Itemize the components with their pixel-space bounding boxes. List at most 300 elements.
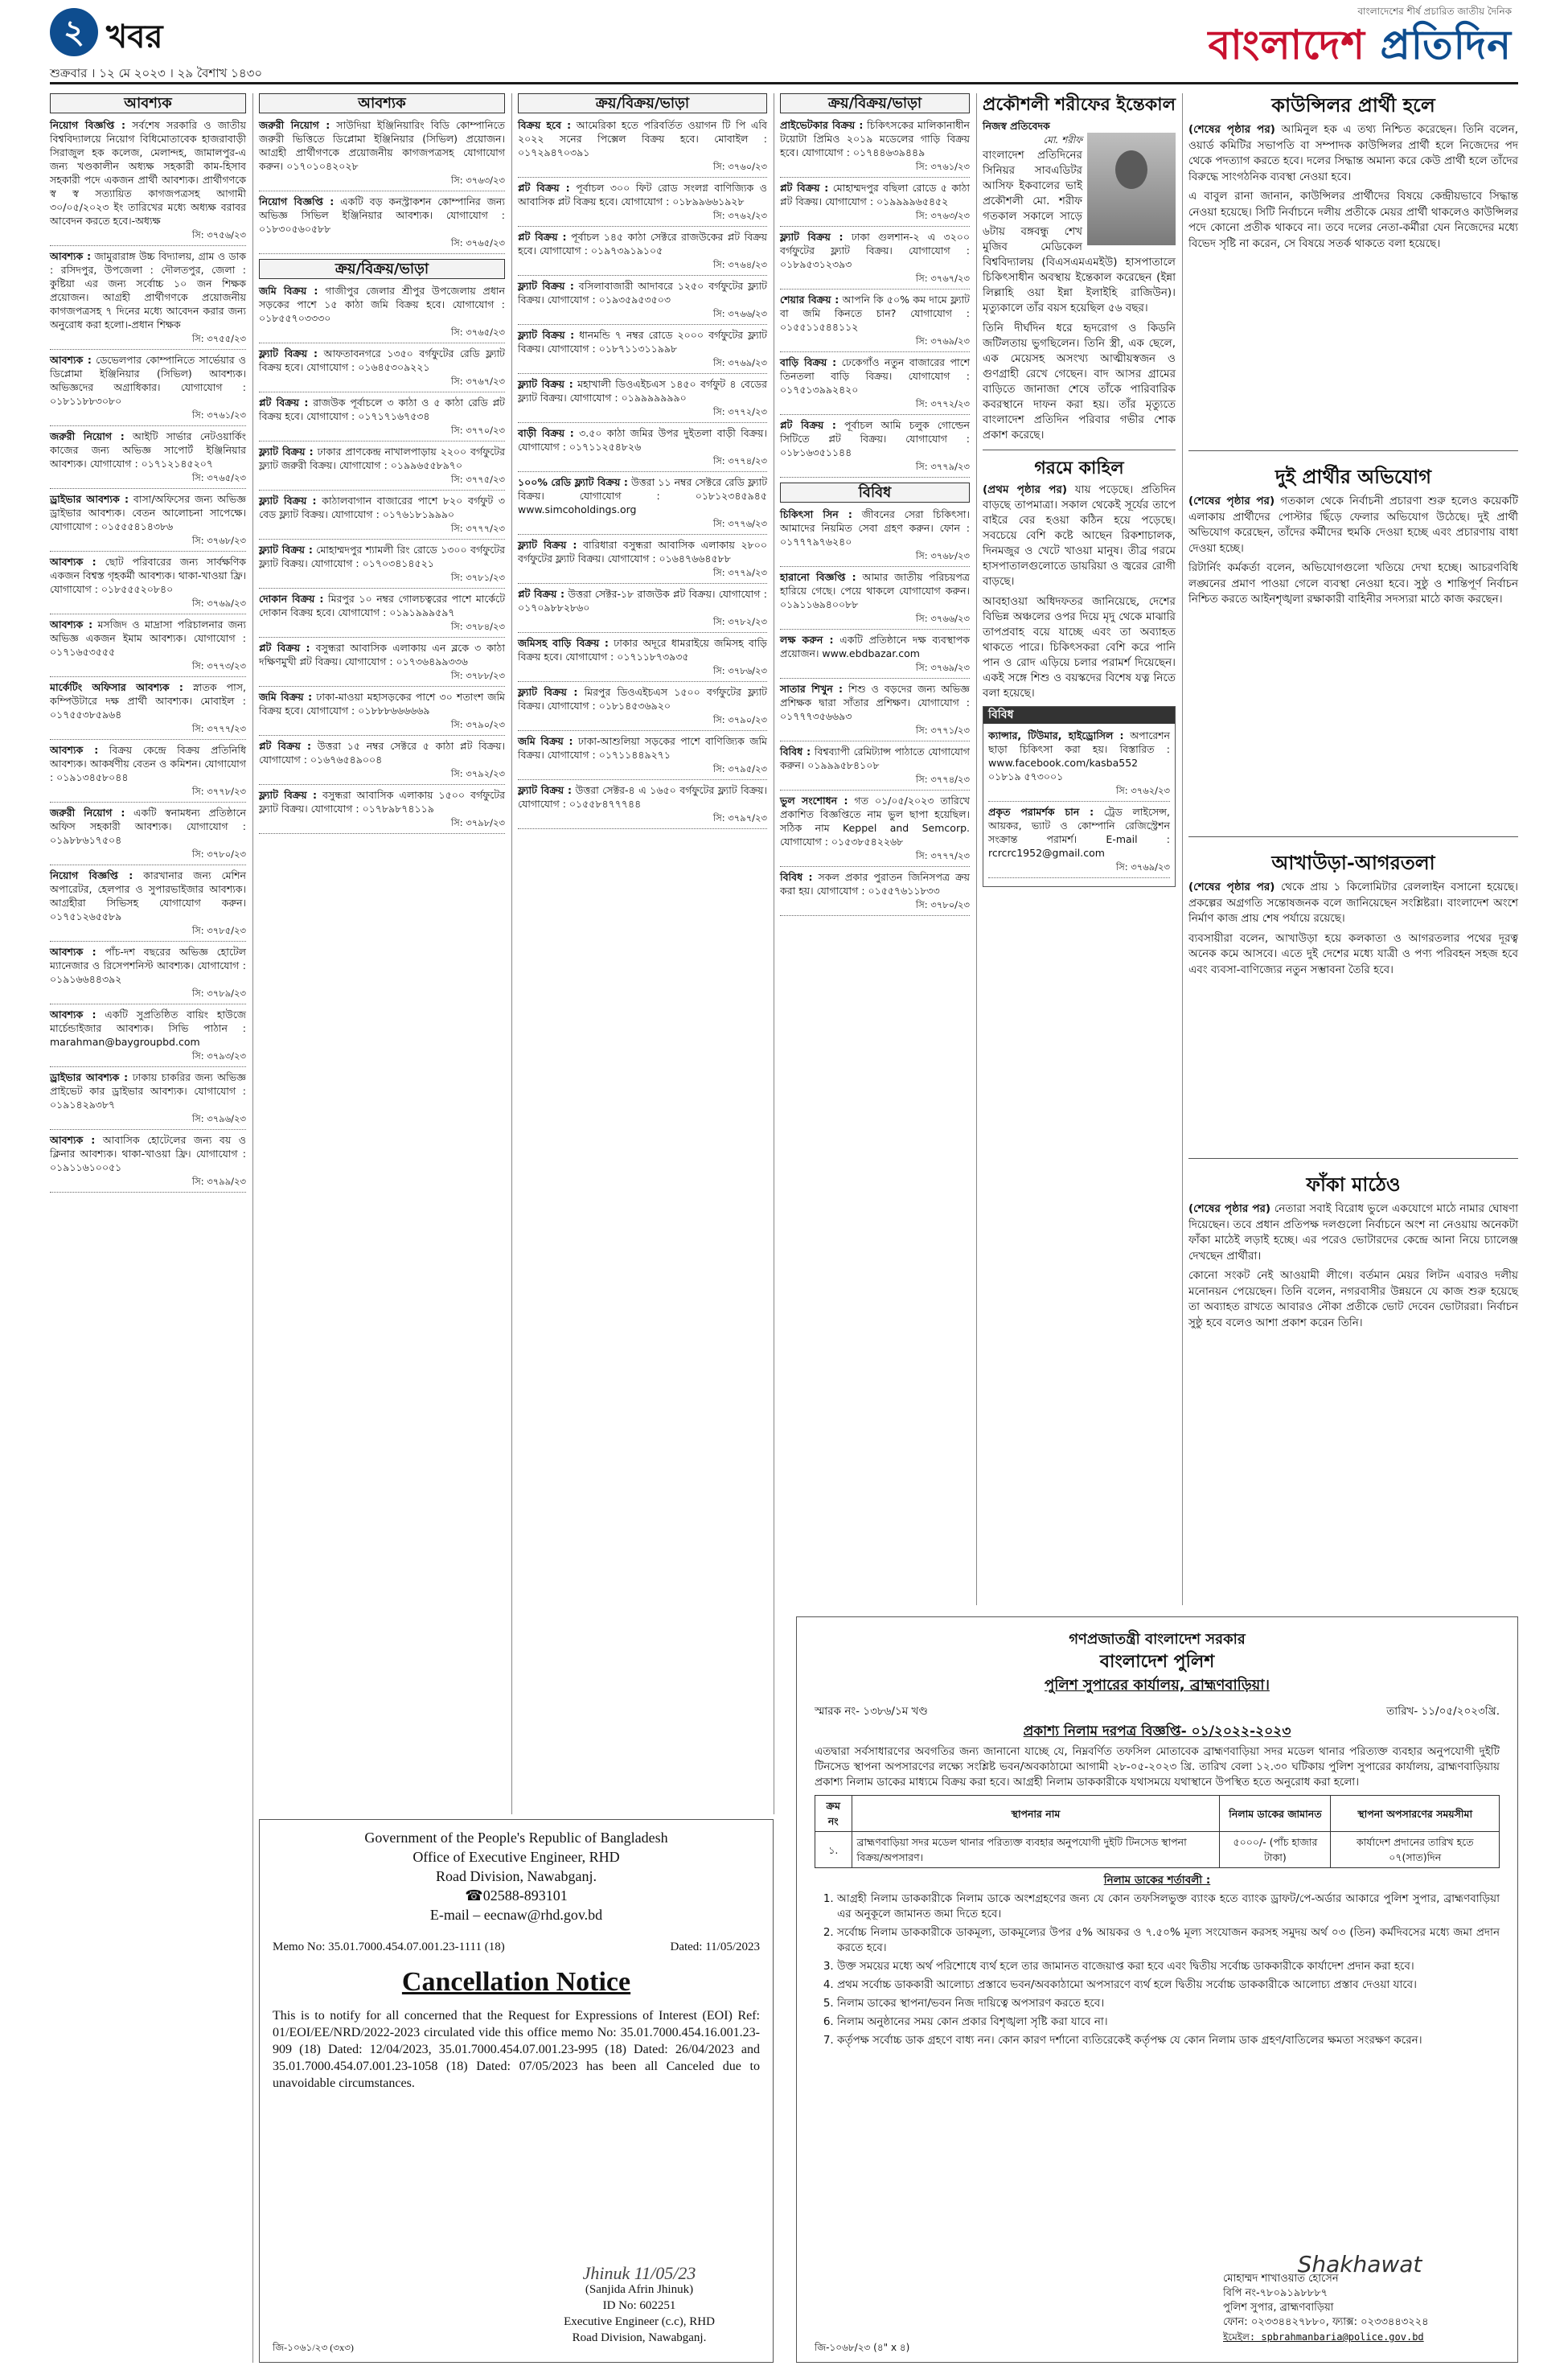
- ad-keyword: জমি বিক্রয় :: [259, 285, 318, 297]
- classified-ad: [780, 745, 970, 787]
- ad-separator: [50, 941, 246, 942]
- story-headline: ফাঁকা মাঠেও: [1306, 1173, 1401, 1196]
- ad-separator: [780, 414, 970, 415]
- continuation-lead: (শেষের পৃষ্ঠার পর): [1188, 123, 1275, 136]
- classified-ad: [50, 806, 246, 861]
- ad-text: বসুন্ধরা আবাসিক এলাকায় এন ব্লকে ৩ কাঠা দক্ষিণমুখী প্লট বিক্রয়। যোগাযোগ : ০১৭৩৬৪৯৯৩৩৬: [259, 642, 505, 667]
- ad-keyword: আবশ্যক :: [50, 744, 99, 756]
- memo-number: Memo No: 35.01.7000.454.07.001.23-1111 (18): [273, 1941, 505, 1953]
- story-headline: দুই প্রার্থীর অভিযোগ: [1275, 465, 1431, 488]
- issuer-email: E-mail – eecnaw@rhd.gov.bd: [429, 1907, 603, 1923]
- paragraph-text: গতকাল থেকে নির্বাচনী প্রচারণা শুরু হলেও কয়েকটি এলাকায় প্রার্থীদের পোস্টার ছিঁড়ে ফেলার অভিযোগ উঠেছে। দুই প্রার্থী অভিযোগ করেছেন, তাঁদের কর্মীদের হুমকি দেওয়া হচ্ছে এবং প্রচারণায় বাধা দেওয়া হচ্ছে।: [1188, 495, 1519, 555]
- ad-code: সি: ৩৭৯৮/২৩: [450, 817, 505, 828]
- ad-separator: [50, 1066, 246, 1067]
- ad-code: সি: ৩৭৬৮/২৩: [915, 550, 970, 561]
- ad-keyword: ফ্ল্যাট বিক্রয় :: [518, 686, 578, 698]
- table-header: স্থাপনার নাম: [852, 1796, 1220, 1832]
- ad-separator: [259, 253, 505, 254]
- portrait-photo: [1087, 133, 1176, 245]
- ad-separator: [780, 915, 970, 916]
- ad-text: বসুন্ধরা আবাসিক এলাকায় ১৫০০ বর্গফুটের ফ্ল্যাট বিক্রয়। যোগাযোগ : ০১৭৮৯৮৭৪১১৯: [259, 789, 505, 815]
- ad-code: সি: ৩৭৮৮/২৩: [450, 670, 505, 681]
- classified-ad: [259, 592, 505, 634]
- ad-separator: [259, 686, 505, 687]
- memo-row: [815, 1704, 1500, 1719]
- ad-separator: [259, 637, 505, 638]
- issuer-line: Office of Executive Engineer, RHD: [413, 1849, 620, 1865]
- ad-list: [259, 284, 505, 834]
- table-header-row: [815, 1796, 1500, 1832]
- ad-keyword: আবশ্যক :: [50, 250, 92, 262]
- ad-text: ধানমন্ডি ৭ নম্বর রোডে ২০০০ বর্গফুটের ফ্ল্যাট বিক্রয়। যোগাযোগ : ০১৮৭১১৩১১৯৯৮: [518, 329, 767, 355]
- ad-text: মোহাম্মদপুর শ্যামলী রিং রোডে ১৩০০ বর্গফুটের ফ্ল্যাট বিক্রয়। যোগাযোগ : ০১৭০৩৪১৪৫২১: [259, 544, 505, 569]
- ad-keyword: প্লট বিক্রয় :: [259, 642, 310, 654]
- table-cell: কার্যাদেশ প্রদানের তারিখ হতে ০৭(সাত)দিন: [1331, 1832, 1500, 1868]
- paragraph: বাংলাদেশ প্রতিদিনের সিনিয়র সাবএডিটর আসিফ ইকবালের ভাই প্রকৌশলী মো. শরীফ গতকাল সকালে সাড়ে ৬টায় বঙ্গবন্ধু শেখ মুজিব মেডিকেল বিশ্ববিদ্যালয় (বিএসএমএমইউ) হাসপাতালে চিকিৎসাধীন অবস্থায় ইন্তেকাল করেছেন (ইন্না লিল্লাহি ওয়া ইন্না ইলাইহি রাজিউন)। মৃত্যুকালে তাঁর বয়স হয়েছিল ৫৬ বছর।: [983, 149, 1176, 314]
- ad-text: উত্তরা ১১ নম্বর সেক্টরে রেডি ফ্ল্যাট বিক্রয়। যোগাযোগ : ০১৮১২৩৪৫৯৪৫ www.simcoholdings.org: [518, 476, 768, 515]
- ad-code: সি: ৩৭৭৭/২৩: [915, 850, 970, 861]
- ad-separator: [50, 802, 246, 803]
- ad-separator: [50, 488, 246, 489]
- memo-number: স্মারক নং- ১৩৮৬/১ম খণ্ড: [815, 1705, 928, 1718]
- classified-ad: [259, 195, 505, 250]
- ad-code: সি: ৩৭৮৯/২৩: [191, 988, 246, 999]
- ad-code: সি: ৩৭৯৬/২৩: [191, 1113, 246, 1124]
- ad-keyword: ফ্ল্যাট বিক্রয় :: [518, 378, 573, 390]
- paragraph: আবহাওয়া অধিদফতর জানিয়েছে, দেশের বিভিন্ন অঞ্চলের ওপর দিয়ে মৃদু থেকে মাঝারি তাপপ্রবাহ বয়ে যাচ্ছে এবং তা অব্যাহত থাকতে পারে। চিকিৎসকরা বেশি করে পানি পান ও রোদ এড়িয়ে চলার পরামর্শ দিয়েছেন। একই সঙ্গে শিশু ও বয়স্কদের বিশেষ যত্ন নিতে বলা হয়েছে।: [983, 595, 1176, 700]
- ad-keyword: জমি বিক্রয় :: [259, 691, 313, 703]
- classified-ad: [780, 418, 970, 474]
- notice-issuer: [273, 1828, 760, 1924]
- ad-code: সি: ৩৭৯০/২৩: [450, 719, 505, 730]
- classified-ad: [50, 618, 246, 673]
- notice-office-line: পুলিশ সুপারের কার্যালয়, ব্রাহ্মণবাড়িয়া।: [1045, 1677, 1270, 1694]
- classified-ad: [259, 347, 505, 388]
- ad-code: সি: ৩৭৬৪/২৩: [712, 259, 767, 270]
- continuation-lead: (প্রথম পৃষ্ঠার পর): [983, 483, 1068, 496]
- classified-ad: [50, 945, 246, 1000]
- ad-text: ঢাকার প্রাণকেন্দ্র নাখালপাড়ায় ২২০০ বর্গফুটের ফ্ল্যাট জরুরী বিক্রয়। যোগাযোগ : ০১৯৯৬৫৫৮৯৭০: [259, 446, 505, 471]
- classified-ad: [50, 869, 246, 938]
- ad-keyword: আবশ্যক :: [50, 1134, 96, 1146]
- ad-text: শিশু ও বড়দের জন্য অভিজ্ঞ প্রশিক্ষক দ্বারা সাঁতার প্রশিক্ষণ। যোগাযোগ : ০১৭৭৭৩৫৬৬৯৩: [780, 683, 970, 722]
- classified-ad: [780, 355, 970, 411]
- ad-keyword: প্লট বিক্রয় :: [518, 588, 565, 600]
- ad-text: আপনি কি ৫০% কম দামে ফ্ল্যাট বা জমি কিনতে চান? যোগাযোগ : ০১৫৫১১৫৪৪১১২: [780, 294, 970, 333]
- ad-keyword: বিবিধ :: [780, 871, 813, 883]
- signatory-name: (Sanjida Afrin Jhinuk): [585, 2283, 694, 2296]
- ad-separator: [518, 324, 767, 325]
- ad-keyword: হারানো বিজ্ঞপ্তি :: [780, 571, 856, 583]
- classified-ad: [988, 805, 1170, 874]
- ad-separator: [518, 422, 767, 423]
- signatory-title: পুলিশ সুপার, ব্রাহ্মণবাড়িয়া: [1223, 2302, 1334, 2314]
- paragraph: তিনি দীর্ঘদিন ধরে হৃদরোগ ও কিডনি জটিলতায় ভুগছিলেন। তিনি স্ত্রী, এক ছেলে, এক মেয়েসহ অসংখ্য আত্মীয়স্বজন ও গুণগ্রাহী রেখে গেছেন। বাদ আসর গ্রামের বাড়িতে জানাজা শেষে তাঁকে পারিবারিক কবরস্থানে দাফন করা হয়। তাঁর মৃত্যুতে বাংলাদেশ প্রতিদিন পরিবার গভীর শোক প্রকাশ করেছে।: [983, 322, 1176, 442]
- column-heading: ক্রয়/বিক্রয়/ভাড়া: [259, 259, 505, 279]
- ad-text: একটি স্বনামধন্য প্রতিষ্ঠানে অফিস সহকারী আবশ্যক। যোগাযোগ : ০১৯৮৮৬১৭৫০৪: [50, 807, 246, 846]
- ad-list: [988, 729, 1170, 878]
- continuation-lead: (শেষের পৃষ্ঠার পর): [1188, 1202, 1271, 1215]
- ad-separator: [50, 349, 246, 350]
- notice-title: প্রকাশ্য নিলাম দরপত্র বিজ্ঞপ্তি- ০১/২০২২-২০২৩: [1023, 1723, 1291, 1739]
- classified-ad: [518, 230, 767, 272]
- ad-keyword: আবশ্যক :: [50, 1008, 96, 1021]
- ad-code: সি: ৩৭৭২/২৩: [712, 406, 767, 417]
- ad-code: সি: ৩৭৮৫/২৩: [191, 925, 246, 936]
- ad-code: সি: ৩৭৯২/২৩: [450, 768, 505, 779]
- ad-separator: [518, 681, 767, 682]
- table-header: স্থাপনা অপসারণের সময়সীমা: [1331, 1796, 1500, 1832]
- classified-column-2: [259, 93, 505, 837]
- ad-separator: [518, 226, 767, 227]
- ad-code: সি: ৩৭৯৭/২৩: [712, 812, 767, 824]
- ad-code: সি: ৩৭৬২/২৩: [712, 210, 767, 221]
- ad-text: উত্তরা সেক্টর-৪ এ ১৬৫০ বর্গফুটের ফ্ল্যাট বিক্রয়। যোগাযোগ : ০১৫৫৮৪৭৭৭৪৪: [518, 784, 767, 810]
- brand-name: [1208, 21, 1512, 69]
- ad-text: উত্তরা সেক্টর-১৮ রাজউক প্লট বিক্রয়। যোগাযোগ : ০১৭০৯৮৮২৮৬০: [518, 588, 767, 614]
- condition-item: 6. নিলাম অনুষ্ঠানের সময় কোন প্রকার বিশৃঙ্খলা সৃষ্টি করা যাবে না।: [837, 2015, 1500, 2030]
- ad-text: ঢাকা গুলশান-২ এ ৩২০০ বর্গফুটের ফ্ল্যাট বিক্রয়। যোগাযোগ : ০১৮৯৫৩১২৩৯৩: [780, 231, 970, 270]
- ad-keyword: ড্রাইভার আবশ্যক :: [50, 1071, 129, 1083]
- ad-keyword: আবশ্যক :: [50, 946, 96, 958]
- memo-date: Dated: 11/05/2023: [670, 1941, 760, 1953]
- condition-item: 2. সর্বোচ্চ নিলাম ডাককারীকে ডাকমূল্য, ডাকমূল্যের উপর ৫% আয়কর ও ৭.৫০% মূল্য সংযোজন করসহ সমুদয় অর্থ ০৩ (তিন) কর্মদিবসের মধ্যে জমা প্রদান করতে হবে।: [837, 1925, 1500, 1956]
- ad-separator: [780, 790, 970, 791]
- classified-ad: [988, 729, 1170, 798]
- signatory-office: Road Division, Nawabganj.: [572, 2331, 707, 2344]
- ad-keyword: ফ্ল্যাট বিক্রয় :: [518, 784, 573, 796]
- ad-list: [780, 507, 970, 916]
- ad-code: সি: ৩৭৭৬/২৩: [712, 518, 767, 529]
- ad-code: সি: ৩৭৬৯/২৩: [915, 335, 970, 347]
- classified-ad: [50, 743, 246, 799]
- ad-separator: [780, 477, 970, 478]
- classified-ad: [780, 230, 970, 285]
- ad-keyword: জরুরী নিয়োগ :: [259, 119, 330, 131]
- ad-separator: [780, 226, 970, 227]
- ad-text: ঢেকেগাঁও নতুন বাজারের পাশে তিনতলা বাড়ি বিক্রয়। যোগাযোগ : ০১৭৫১৩৯৯২৪২০: [780, 356, 970, 396]
- ad-separator: [518, 275, 767, 276]
- ad-code: সি: ৩৭৮০/২৩: [191, 848, 246, 860]
- classified-ad: [50, 555, 246, 610]
- ad-separator: [518, 471, 767, 472]
- ad-code: সি: ৩৭৬৯/২৩: [915, 662, 970, 673]
- masthead: [0, 0, 1568, 80]
- ad-separator: [780, 289, 970, 290]
- story-empty-field: [1188, 1166, 1518, 1335]
- ad-code: সি: ৩৭৭৯/২৩: [915, 461, 970, 472]
- classified-ad: [518, 636, 767, 678]
- classified-column-4: [780, 93, 970, 919]
- column-heading: আবশ্যক: [259, 93, 505, 113]
- classified-ad: [259, 118, 505, 187]
- ad-code: সি: ৩৭৬৯/২৩: [712, 357, 767, 368]
- classified-ad: [780, 570, 970, 626]
- ad-text: ঢাকার অদূরে ধামরাইয়ে জমিসহ বাড়ি বিক্রয় হবে। যোগাযোগ : ০১৭১১৮৭৩৯৩৫: [518, 637, 767, 663]
- condition-item: 4. প্রথম সর্বোচ্চ ডাককারী আলোচ্য প্রস্তাবে ভবন/অবকাঠামো অপসারণে ব্যর্থ হলে দ্বিতীয় সর্বোচ্চ ডাককারীকে আলোচ্য প্রস্তাব দেওয়া যাবে।: [837, 1978, 1500, 1993]
- column-heading: বিবিধ: [780, 483, 970, 503]
- notice-title: Cancellation Notice: [401, 1967, 631, 1997]
- ad-text: জীবনের সেরা চিকিৎসা। আমাদের নিয়মিত সেবা গ্রহণ করুন। ফোন : ০১৭৭৭৯৭৬২৪০: [780, 508, 970, 548]
- ad-text: একটি বড় কনস্ট্রাকশন কোম্পানির জন্য অভিজ্ঞ সিভিল ইঞ্জিনিয়ার আবশ্যক। যোগাযোগ : ০১৮৩০৫৬০৫৮৮: [259, 195, 506, 235]
- ad-code: সি: ৩৭৬৭/২৩: [915, 273, 970, 284]
- masthead-rule: [50, 82, 1518, 84]
- condition-item: 7. কর্তৃপক্ষ সর্বোচ্চ ডাক গ্রহণে বাধ্য নন। কোন কারণ দর্শানো ব্যতিরেকেই কর্তৃপক্ষ যে কোন নিলাম ডাক গ্রহণ/বাতিলের ক্ষমতা সংরক্ষণ করেন।: [837, 2033, 1500, 2048]
- table-header: ক্রম নং: [815, 1796, 852, 1832]
- table-header: নিলাম ডাকের জামানত: [1220, 1796, 1331, 1832]
- ad-separator: [518, 534, 767, 535]
- ad-text: কাঠালবাগান বাজারের পাশে ৮২০ বর্গফুট ৩ বেড ফ্ল্যাট বিক্রয়। যোগাযোগ : ০১৭৬১৮১৯৯৯০: [259, 495, 505, 520]
- ad-keyword: বিক্রয় হবে :: [518, 119, 572, 131]
- ad-code: সি: ৩৭৯৫/২৩: [712, 763, 767, 774]
- classified-ad: [50, 1008, 246, 1063]
- conditions-title: নিলাম ডাকের শর্তাবলী :: [1103, 1874, 1211, 1887]
- classified-ad: [259, 543, 505, 585]
- ad-code: সি: ৩৭৬৩/২৩: [450, 175, 505, 186]
- paragraph: [1188, 494, 1518, 557]
- ad-code: সি: ৩৭৯৩/২৩: [191, 1050, 246, 1062]
- ad-text: ডেভেলপার কোম্পানিতে সার্ভেয়ার ও ডিপ্লোমা ইঞ্জিনিয়ার (সিভিল) আবশ্যক। অভিজ্ঞদের অগ্রাধিকার। যোগাযোগ : ০১৮১১৮৮৩০৮০: [50, 354, 246, 407]
- paragraph: [1188, 880, 1518, 927]
- ad-keyword: নিয়োগ বিজ্ঞপ্তি :: [259, 195, 335, 207]
- ad-text: চিকিৎসকের মালিকানাধীন টয়োটা প্রিমিও ২০১৯ মডেলের গাড়ি বিক্রয় হবে। যোগাযোগ : ০১৭৪৪৬৩৯৪৪৯: [780, 119, 971, 158]
- ad-code: সি: ৩৭৮৬/২৩: [712, 665, 767, 676]
- story-two-candidates: [1188, 458, 1518, 612]
- misc-ad-heading: বিবিধ: [983, 707, 1175, 724]
- ad-code: সি: ৩৭৫৫/২৩: [191, 333, 246, 344]
- ad-code: সি: ৩৭৭৭/২৩: [450, 523, 505, 534]
- ad-text: স্নাতক পাস, কম্পিউটারে দক্ষ প্রার্থী আবশ্যক। মোবাইল : ০১৭৫৫৩৮৫৯৬৪: [50, 681, 246, 721]
- ad-text: জামুরারাঙ্গ উচ্চ বিদ্যালয়, গ্রাম ও ডাক : রসিদপুর, উপজেলা : দৌলতপুর, জেলা : কুষ্টিয়া এর জন্য সর্বোচ্চ ১০ জন শিক্ষক প্রয়োজন। আগ্রহী প্রার্থীগণকে প্রয়োজনীয় কাগজপত্রসহ ৭ দিনের মধ্যে আবেদন করার জন্য অনুরোধ করা হলো।-প্রধান শিক্ষক: [50, 250, 247, 331]
- paragraph: [983, 483, 1176, 589]
- handwritten-signature: Jhinuk 11/05/23: [582, 2263, 696, 2283]
- classified-ad: [259, 494, 505, 536]
- ad-keyword: বিবিধ :: [780, 745, 811, 758]
- ad-text: সাউদিয়া ইঞ্জিনিয়ারিং বিডি কোম্পানিতে জরুরী ভিত্তিতে ডিপ্লোমা ইঞ্জিনিয়ার (সিভিল) প্রয়োজন। আগ্রহী প্রার্থীগণকে প্রয়োজনীয় কাগজপত্রসহ যোগাযোগ করুন। ০১৭০১০৪২০২৮: [259, 119, 505, 172]
- ad-keyword: নিয়োগ বিজ্ঞপ্তি :: [50, 119, 125, 131]
- classified-ad: [518, 783, 767, 825]
- news-headline-heat: গরমে কাহিল: [1034, 458, 1124, 478]
- classified-ad: [50, 1133, 246, 1189]
- ad-text: বসিলাবাজারী আদাবরে ১২৫০ বর্গফুটের ফ্ল্যাট বিক্রয়। যোগাযোগ : ০১৯৩৫৯৫৩৫০৩: [518, 280, 767, 306]
- ad-text: রাজউক পূর্বাচলে ৩ কাঠা ও ৫ কাঠা রেডি প্লট বিক্রয় হবে। যোগাযোগ : ০১৭১৭১৬৭৫৩৪: [259, 396, 505, 422]
- classified-ad: [259, 690, 505, 732]
- ad-code: সি: ৩৭৬১/২৩: [915, 161, 970, 172]
- story-headline: আখাউড়া-আগরতলা: [1271, 851, 1435, 874]
- ad-keyword: মার্কেটিং অফিসার আবশ্যক :: [50, 681, 183, 693]
- ad-keyword: প্লট বিক্রয় :: [780, 419, 836, 431]
- classified-ad: [780, 682, 970, 737]
- ad-separator: [259, 490, 505, 491]
- ad-separator: [259, 735, 505, 736]
- ad-separator: [259, 784, 505, 785]
- ad-separator: [50, 551, 246, 552]
- ad-separator: [780, 177, 970, 178]
- police-auction-notice: [796, 1616, 1518, 2363]
- table-row: [815, 1832, 1500, 1868]
- ad-keyword: ভুল সংশোধন :: [780, 795, 848, 807]
- ad-code: সি: ৩৭৭৫/২৩: [450, 474, 505, 485]
- paragraph: ব্যবসায়ীরা বলেন, আখাউড়া হয়ে কলকাতা ও আগরতলার পথের দূরত্ব অনেক কমে আসবে। এতে দুই দেশের মধ্যে যাত্রী ও পণ্য পরিবহন সহজ হবে এবং ব্যবসা-বাণিজ্যের নতুন সম্ভাবনা তৈরি হবে।: [1188, 931, 1518, 976]
- ad-separator: [780, 629, 970, 630]
- ad-code: সি: ৩৭৭২/২৩: [915, 398, 970, 409]
- ad-keyword: ফ্ল্যাট বিক্রয় :: [518, 329, 575, 341]
- ad-text: ছোট পরিবারের জন্য সার্বক্ষণিক একজন বিশ্বস্ত গৃহকর্মী আবশ্যক। থাকা-খাওয়া ফ্রি। যোগাযোগ : ০১৮৫৫৫২০৮৪০: [50, 556, 246, 595]
- ad-separator: [518, 730, 767, 731]
- memo-date: তারিখ- ১১/০৫/২০২৩খ্রি.: [1386, 1705, 1500, 1718]
- ad-code: সি: ৩৭৯৯/২৩: [191, 1176, 246, 1187]
- ad-text: বিক্রয় কেন্দ্রে বিক্রয় প্রতিনিধি আবশ্যক। আকর্ষণীয় বেতন ও কমিশন। যোগাযোগ : ০১৯১৩৪৫৮০৪৪: [50, 744, 246, 783]
- ad-list: [259, 118, 505, 254]
- classified-ad: [518, 734, 767, 776]
- ad-text: মসজিদ ও মাদ্রাসা পরিচালনার জন্য অভিজ্ঞ একজন ইমাম আবশ্যক। যোগাযোগ : ০১৭১৬৫৩৫৫৫: [50, 618, 246, 658]
- ad-text: ৩.৫০ কাঠা জমির উপর দুইতলা বাড়ী বিক্রয়। যোগাযোগ : ০১৭১১২৫৪৮২৬: [518, 427, 767, 453]
- ad-keyword: নিয়োগ বিজ্ঞপ্তি :: [50, 869, 133, 881]
- classified-ad: [518, 426, 767, 468]
- classified-ad: [518, 587, 767, 629]
- ad-text: মিরপুর ১০ নম্বর গোলচত্বরের পাশে মার্কেটে দোকান বিক্রয় হবে। যোগাযোগ : ০১৯১৯৯৯৫৯৭: [259, 593, 506, 618]
- column-divider: [1182, 93, 1183, 1605]
- classified-ad: [518, 377, 767, 419]
- ad-keyword: ড্রাইভার আবশ্যক :: [50, 493, 129, 505]
- ad-separator: [780, 866, 970, 867]
- ad-text: অপারেশন ছাড়া চিকিৎসা করা হয়। বিস্তারিত : www.facebook.com/kasba552 ০১৮১৯ ৫৭৩০০১: [988, 729, 1170, 782]
- paragraph: এ বাবুল রানা জানান, কাউন্সিলর প্রার্থীদের বিষয়ে কেন্দ্রীয়ভাবে সিদ্ধান্ত নেওয়া হয়েছে। সিটি নির্বাচনে দলীয় প্রতীকে মেয়র প্রার্থী থাকলেও কাউন্সিলর পদে কোনো প্রতীক থাকবে না। তবে দলের নেতা-কর্মীরা যেন নিজেদের মধ্যে বিভেদ সৃষ্টি না করেন, সে বিষয়ে সতর্ক থাকতে বলা হয়েছে।: [1188, 190, 1518, 250]
- photo-caption: মো. শরীফ: [1043, 134, 1082, 146]
- ad-keyword: প্লট বিক্রয় :: [259, 396, 309, 409]
- ad-text: গাজীপুর জেলার শ্রীপুর উপজেলায় প্রধান সড়কের পাশে ১৫ কাঠা জমি বিক্রয় হবে। যোগাযোগ : ০১৮৫৫৭০৩৩৩০: [259, 285, 505, 324]
- classified-ad: [259, 739, 505, 781]
- ad-text: ঢাকায় চাকরির জন্য অভিজ্ঞ প্রাইভেট কার ড্রাইভার আবশ্যক। যোগাযোগ : ০১৯১৪২৯৩৮৭: [50, 1071, 246, 1111]
- ad-text: মহাখালী ডিওএইচএস ১৪৫০ বর্গফুট ৪ বেডের ফ্ল্যাট বিক্রয়। যোগাযোগ : ০১৯৯৯৯৯৯৯০: [518, 378, 767, 404]
- ad-keyword: সাতার শিখুন :: [780, 683, 844, 695]
- ad-keyword: প্লট বিক্রয় :: [518, 231, 567, 243]
- news-headline-obituary: প্রকৌশলী শরীফের ইন্তেকাল: [983, 94, 1176, 115]
- ad-keyword: ফ্ল্যাট বিক্রয় :: [259, 347, 318, 359]
- column-divider: [252, 93, 253, 2363]
- byline: নিজস্ব প্রতিবেদক: [983, 120, 1050, 132]
- story-headline: কাউন্সিলর প্রার্থী হলে: [1271, 93, 1435, 117]
- ad-keyword: জরুরী নিয়োগ :: [50, 430, 125, 442]
- ad-keyword: জমিসহ বাড়ি বিক্রয় :: [518, 637, 609, 649]
- misc-ad-box: [983, 706, 1176, 887]
- ad-keyword: ফ্ল্যাট বিক্রয় :: [780, 231, 844, 243]
- ad-code: সি: ৩৭৮৪/২৩: [450, 621, 505, 632]
- cancellation-notice: [259, 1819, 774, 2363]
- issuer-phone: ☎02588-893101: [465, 1887, 568, 1904]
- ad-code: সি: ৩৭৭১/২৩: [915, 725, 970, 736]
- notice-intro: এতদ্বারা সর্বসাধারণের অবগতির জন্য জানানো যাচ্ছে যে, নিম্নবর্ণিত তফসিল মোতাবেক ব্রাহ্মণবাড়িয়া সদর মডেল থানার পরিত্যক্ত ব্যবহার অনুপযোগী দুইটি টিনসেড স্থাপনা অপসারণের লক্ষ্যে সংশ্লিষ্ট ভবন/অবকাঠামো আগামী ২৮-০৫-২০২৩ খ্রি. তারিখ বেলা ১২.৩০ ঘটিকায় পুলিশ সুপারের কার্যালয়, ব্রাহ্মণবাড়িয়ায় প্রকাশ্য নিলাম ডাকের মাধ্যমে বিক্রয় করা হবে। আগ্রহী নিলাম ডাককারীকে যথাসময়ে যথাস্থানে উপস্থিত হতে অনুরোধ করা হলো।: [815, 1745, 1500, 1789]
- ad-code: সি: ৩৭৭০/২৩: [450, 425, 505, 436]
- ad-separator: [259, 539, 505, 540]
- classified-ad: [259, 445, 505, 487]
- ad-text: পাঁচ-দশ বছরের অভিজ্ঞ হোটেল ম্যানেজার ও রিসেপশনিস্ট আবশ্যক। যোগাযোগ : ০১৯১৬৬৪৪৩৯২: [50, 946, 246, 985]
- ad-text: আমেরিকা হতে পরিবর্তিত ওয়াগন টি পি এবি ২০২২ সনের পিক্সেল বিক্রয় হবে। মোবাইল : ০১৭২৯৪৭০৩৯১: [518, 119, 767, 158]
- ad-code: সি: ৩৭৬৫/২৩: [450, 237, 505, 248]
- classified-ad: [780, 794, 970, 863]
- classified-ad: [50, 118, 246, 242]
- memo-row: [273, 1941, 760, 1954]
- ad-list: [780, 118, 970, 478]
- ad-list: [50, 118, 246, 1193]
- condition-item: 5. নিলাম ডাকের স্থাপনা/ভবন নিজ দায়িত্বে অপসারণ করতে হবে।: [837, 1996, 1500, 2011]
- ad-separator: [518, 373, 767, 374]
- ad-code: সি: ৩৭৬৯/২৩: [191, 598, 246, 609]
- story-divider: [1188, 450, 1518, 451]
- classified-ad: [259, 284, 505, 339]
- ad-keyword: দোকান বিক্রয় :: [259, 593, 324, 605]
- classified-ad: [50, 492, 246, 548]
- classified-ad: [780, 181, 970, 223]
- table-cell: ৫০০০/- (পাঁচ হাজার টাকা): [1220, 1832, 1331, 1868]
- ad-separator: [780, 351, 970, 352]
- ad-separator: [518, 583, 767, 584]
- ad-code: সি: ৩৭৭৪/২৩: [915, 774, 970, 785]
- ad-keyword: আবশ্যক :: [50, 618, 93, 630]
- ad-separator: [50, 425, 246, 426]
- ad-text: ঢাকা-আশুলিয়া সড়কের পাশে বাণিজ্যিক জমি বিক্রয়। যোগাযোগ : ০১৭১১৪৪৯২৭১: [518, 735, 767, 761]
- ad-keyword: ফ্ল্যাট বিক্রয় :: [259, 544, 313, 556]
- ad-code: সি: ৩৭৬২/২৩: [1115, 785, 1170, 796]
- classified-ad: [518, 475, 767, 531]
- ad-separator: [518, 632, 767, 633]
- table-cell: ১.: [815, 1832, 852, 1868]
- ad-code: সি: ৩৭৭৪/২৩: [712, 455, 767, 466]
- auction-table: [815, 1795, 1500, 1868]
- page-number: ২: [50, 8, 98, 56]
- signatory-email: ইমেইল: spbrahmanbaria@police.gov.bd: [1223, 2331, 1424, 2343]
- ad-text: বারিধারা বসুন্ধরা আবাসিক এলাকায় ২৮০০ বর্গফুটের ফ্ল্যাট বিক্রয়। যোগাযোগ : ০১৬৪৭৬৬৪৫৮৮: [518, 539, 767, 565]
- ad-keyword: প্লট বিক্রয় :: [780, 182, 829, 194]
- ad-code: সি: ৩৭৬১/২৩: [191, 409, 246, 421]
- ad-keyword: ফ্ল্যাট বিক্রয় :: [518, 539, 577, 551]
- classified-ad: [518, 118, 767, 174]
- ad-text: ঢাকা-মাওয়া মহাসড়কের পাশে ৩০ শতাংশ জমি বিক্রয় হবে। যোগাযোগ : ০১৮৮৮৬৬৬৬৬৯: [259, 691, 505, 717]
- ad-code: সি: ৩৭৬৬/২৩: [712, 308, 767, 319]
- classified-ad: [259, 396, 505, 437]
- brand-name-part-1: বাংলাদেশ: [1208, 21, 1381, 68]
- ad-keyword: প্রাইভেটকার বিক্রয় :: [780, 119, 864, 131]
- classified-ad: [518, 279, 767, 321]
- classified-ad: [780, 633, 970, 675]
- ad-text: আবাসিক হোটেলের জন্য বয় ও ক্লিনার আবশ্যক। থাকা-খাওয়া ফ্রি। যোগাযোগ : ০১৯১১৬১০০৫১: [50, 1134, 246, 1173]
- ad-text: পূর্বাচল ৩০০ ফিট রোড সংলগ্ন বাণিজ্যিক ও আবাসিক প্লট বিক্রয় হবে। যোগাযোগ : ০১৮৯৯৬৬১৯২৮: [518, 182, 767, 207]
- story-akhaura-agartala: [1188, 844, 1518, 982]
- ad-keyword: জরুরী নিয়োগ :: [50, 807, 125, 819]
- ad-text: কারখানার জন্য মেশিন অপারেটর, হেলপার ও সুপারভাইজার আবশ্যক। আগ্রহীরা সিভিসহ যোগাযোগ করুন। ০১৭৫১২৬৫৫৮৯: [50, 869, 246, 922]
- ad-separator: [259, 441, 505, 442]
- ad-text: বাসা/অফিসের জন্য অভিজ্ঞ ড্রাইভার আবশ্যক। বেতন আলোচনা সাপেক্ষে। যোগাযোগ : ০১৫৫৫৪১৪৩৮৬: [50, 493, 246, 532]
- ad-keyword: চিকিৎসা সিন :: [780, 508, 852, 520]
- continuation-lead: (শেষের পৃষ্ঠার পর): [1188, 881, 1275, 893]
- brand-tagline: বাংলাদেশের শীর্ষ প্রচারিত জাতীয় দৈনিক: [1357, 6, 1512, 17]
- ad-separator: [988, 877, 1170, 878]
- ad-text: একটি সুপ্রতিষ্ঠিত বায়িং হাউজে মার্চেন্ডাইজার আবশ্যক। সিভি পাঠান : marahman@baygroupbd.com: [50, 1008, 246, 1048]
- column-divider: [976, 93, 977, 1605]
- ad-keyword: বাড়ী বিক্রয় :: [518, 427, 574, 439]
- ad-text: সকল প্রকার পুরাতন জিনিসপত্র ক্রয় করা হয়। যোগাযোগ : ০১৫৫৭৬১১৮৩৩: [780, 871, 970, 897]
- notice-body: This is to notify for all concerned that the Request for Expressions of Interest (EOI) Ref: 01/EOI/EE/NRD/2022-2023 circulated vide this office memo No: 35.01.7000.454.16.001.23-909 (18) Dated: 12/04/2023, 35.01.7000.454.07.001.23-995 (18) Dated: 26/04/2023 and 35.01.7000.454.07.001.23-1058 (18) Dated: 07/05/2023 has been all Canceled due to unavoidable circumstances.: [273, 2009, 760, 2090]
- ad-keyword: প্লট বিক্রয় :: [518, 182, 570, 194]
- paragraph: কোনো সংকট নেই আওয়ামী লীগে। বর্তমান মেয়র লিটন এবারও দলীয় মনোনয়ন পেয়েছেন। তিনি বলেন, নগরবাসীর উন্নয়নে যে কাজ শুরু হয়েছে তা অব্যাহত রাখতে আবারও নৌকা প্রতীকে ভোট দেবেন ভোটাররা। নির্বাচন সুষ্ঠু হবে বলেও আশা প্রকাশ করেন তিনি।: [1188, 1269, 1518, 1329]
- classified-ad: [518, 685, 767, 727]
- ad-separator: [988, 801, 1170, 802]
- ad-code: সি: ৩৭৮০/২৩: [915, 899, 970, 910]
- notice-dept-line: বাংলাদেশ পুলিশ: [1099, 1652, 1215, 1672]
- ad-text: পূর্বাচল আমি চলুক গোল্ডেন সিটিতে প্লট বিক্রয়। যোগাযোগ : ০১৮১৬৩৫১১৪৪: [780, 419, 970, 458]
- paragraph-text: থেকে প্রায় ১ কিলোমিটার রেললাইন বসানো হয়েছে। প্রকল্পের অগ্রগতি সন্তোষজনক বলে জানিয়েছেন সংশ্লিষ্টরা। বাংলাদেশ অংশে নির্মাণ কাজ প্রায় শেষ পর্যায়ে রয়েছে।: [1188, 881, 1519, 925]
- ad-separator: [259, 588, 505, 589]
